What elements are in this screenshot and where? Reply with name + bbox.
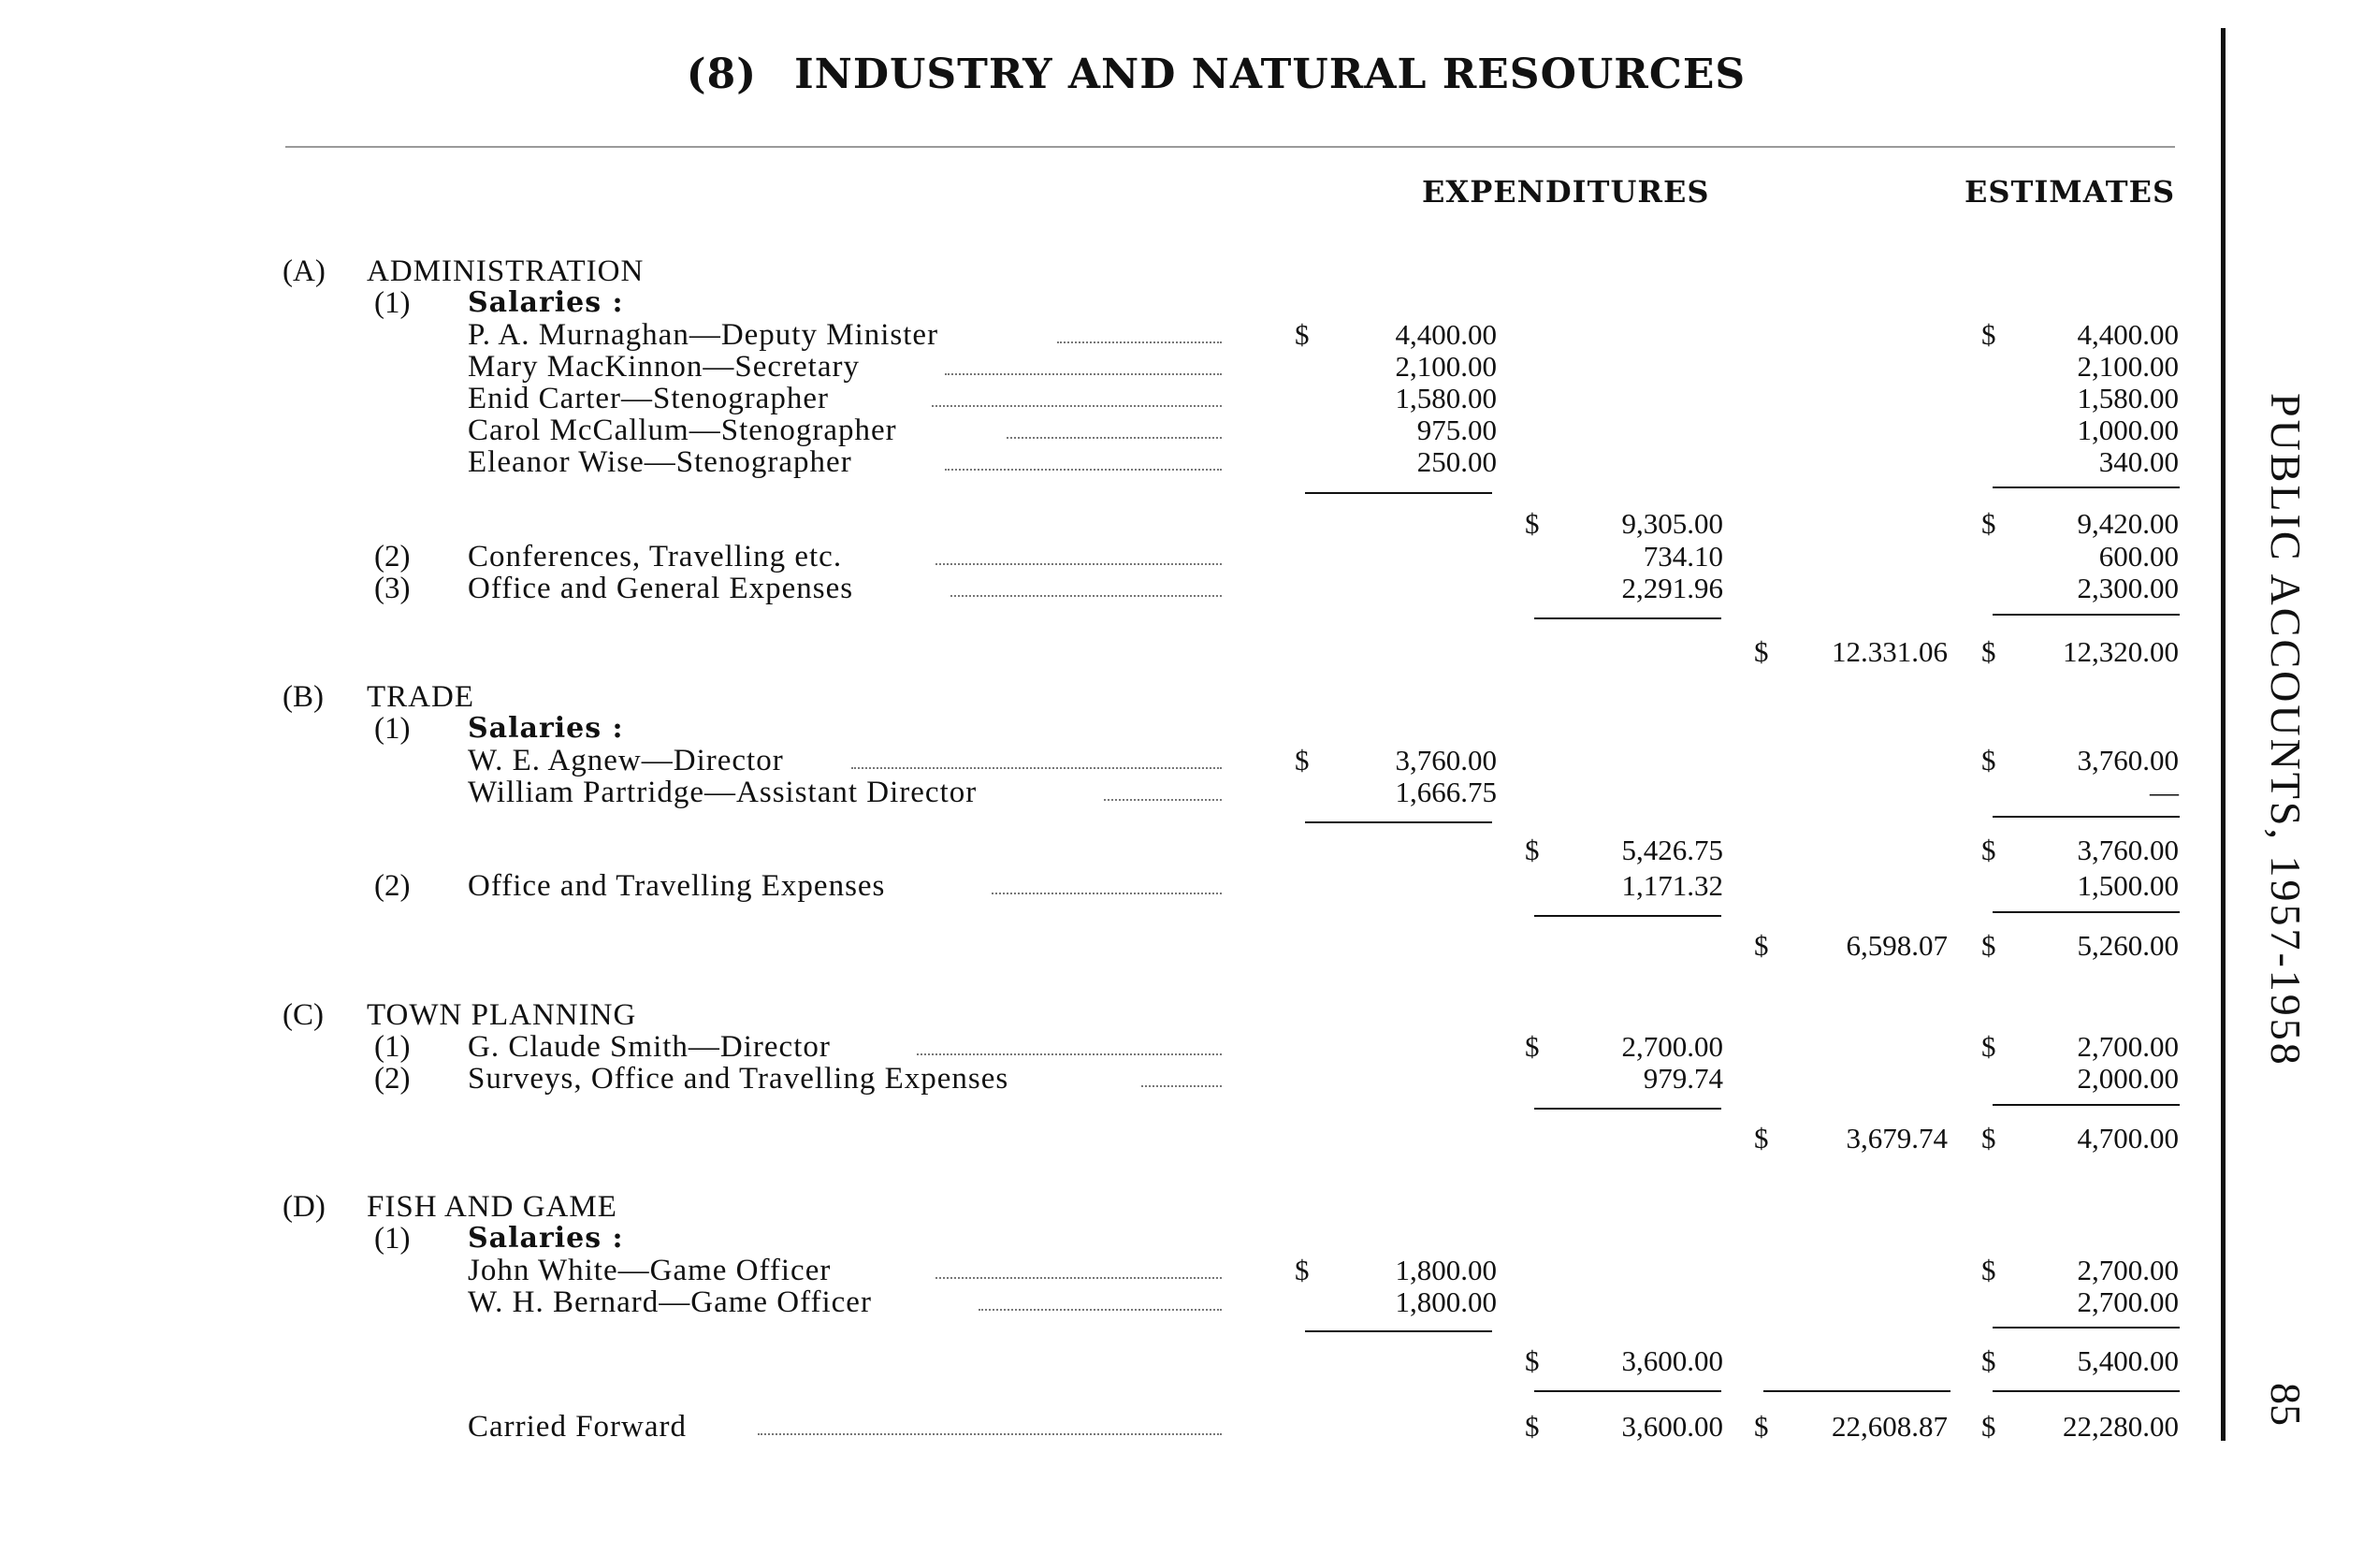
expenditure-amount: 1,800.00 [1395,1254,1497,1286]
salary-row [0,777,2378,808]
employee-name: Mary MacKinnon—Secretary [468,350,860,384]
currency-sign: $ [1981,1030,1996,1063]
item-number: (1) [374,712,411,746]
section-title: TOWN PLANNING [367,998,637,1032]
subheading-row [0,287,2378,319]
employee-name: P. A. Murnaghan—Deputy Minister [468,318,939,352]
column-header-expenditures: EXPENDITURES [1422,174,1710,210]
expenditure-amount: 1,580.00 [1395,382,1497,414]
item-label: Office and General Expenses [468,572,854,605]
currency-sign: $ [1295,318,1310,351]
subtotal-expenditure: 5,426.75 [1621,834,1723,866]
expenditure-amount: 979.74 [1643,1062,1723,1095]
estimate-amount: 4,400.00 [2077,318,2179,351]
total-rule [1993,614,2180,616]
employee-name: John White—Game Officer [468,1254,832,1287]
leader-dots [1057,334,1222,343]
item-label: Surveys, Office and Travelling Expenses [468,1062,1009,1096]
subtotal-expenditure: 9,305.00 [1621,507,1723,540]
subtotal-rule [1993,816,2180,818]
expenditure-amount: 734.10 [1643,540,1723,573]
section-letter: (D) [283,1190,326,1224]
subtotal-rule [1305,821,1492,823]
leader-dots [992,885,1222,894]
section-total-expenditure: 3,679.74 [1846,1122,1948,1154]
expenditure-amount: 2,100.00 [1395,350,1497,383]
salary-row [0,383,2378,414]
section-total-expenditure: 12.331.06 [1832,635,1948,668]
leader-dots [1007,429,1222,439]
estimate-amount: 1,580.00 [2077,382,2179,414]
employee-name: Eleanor Wise—Stenographer [468,445,852,479]
leader-dots [758,1426,1222,1435]
item-number: (2) [374,540,411,573]
expenditure-amount: 975.00 [1416,414,1497,446]
employee-name: W. E. Agnew—Director [468,744,784,777]
subtotal-rule [1305,1330,1492,1332]
estimate-amount: — [2150,776,2179,808]
section-total-estimate: 12,320.00 [2063,635,2179,668]
currency-sign: $ [1754,635,1769,668]
item-row [0,1031,2378,1063]
total-rule [1534,915,1721,917]
leader-dots [1141,1078,1222,1087]
currency-sign: $ [1981,929,1996,962]
section-letter: (C) [283,998,324,1032]
expenditure-amount: 4,400.00 [1395,318,1497,351]
currency-sign: $ [1525,1030,1540,1063]
carried-forward-expenditure: 22,608.87 [1832,1410,1948,1443]
subtotal-estimate: 9,420.00 [2077,507,2179,540]
salary-row [0,446,2378,478]
total-rule [1534,617,1721,619]
section-total-estimate: 5,260.00 [2077,929,2179,962]
currency-sign: $ [1754,929,1769,962]
currency-sign: $ [1981,1254,1996,1286]
leader-dots [935,556,1222,565]
section-heading-row [0,1191,2378,1223]
subheading-row [0,1223,2378,1255]
estimate-amount: 2,300.00 [2077,572,2179,604]
currency-sign: $ [1981,744,1996,777]
carried-forward-subtotal: 3,600.00 [1621,1410,1723,1443]
currency-sign: $ [1525,1410,1540,1443]
leader-dots [851,760,1222,769]
expenditure-amount: 2,700.00 [1621,1030,1723,1063]
expenditure-amount: 2,291.96 [1621,572,1723,604]
total-rule [1993,911,2180,913]
estimate-amount: 2,700.00 [2077,1254,2179,1286]
running-title: PUBLIC ACCOUNTS, 1957-1958 [2262,393,2310,1067]
section-total-expenditure: 6,598.07 [1846,929,1948,962]
subtotal-expenditure: 3,600.00 [1621,1344,1723,1377]
subtotal-row [0,1345,2378,1377]
currency-sign: $ [1525,507,1540,540]
item-number: (2) [374,869,411,903]
total-rule [1763,1390,1950,1392]
section-heading-row [0,255,2378,287]
item-number: (2) [374,1062,411,1096]
section-heading-row [0,681,2378,713]
estimate-amount: 340.00 [2098,445,2179,478]
subheading-row [0,713,2378,745]
currency-sign: $ [1754,1410,1769,1443]
salary-row [0,1286,2378,1318]
page-number: 85 [2262,1383,2310,1426]
subtotal-rule [1993,486,2180,488]
salary-row [0,1255,2378,1286]
section-heading-row [0,999,2378,1031]
subheading-label: Salaries : [468,712,624,745]
section-total-estimate: 4,700.00 [2077,1122,2179,1154]
carried-forward-row [0,1411,2378,1443]
employee-name: Enid Carter—Stenographer [468,382,829,415]
currency-sign: $ [1525,834,1540,866]
leader-dots [1104,791,1222,801]
section-title: TRADE [367,680,474,714]
employee-name: Carol McCallum—Stenographer [468,414,897,447]
expenditure-amount: 1,666.75 [1395,776,1497,808]
carried-forward-estimate: 22,280.00 [2063,1410,2179,1443]
currency-sign: $ [1295,1254,1310,1286]
expenditure-amount: 1,800.00 [1395,1285,1497,1318]
item-row [0,870,2378,902]
estimate-amount: 1,500.00 [2077,869,2179,902]
estimate-amount: 3,760.00 [2077,744,2179,777]
leader-dots [945,366,1222,375]
estimate-amount: 1,000.00 [2077,414,2179,446]
item-number: (1) [374,1222,411,1256]
section-total-row [0,636,2378,668]
item-label: G. Claude Smith—Director [468,1030,831,1064]
expenditure-amount: 250.00 [1416,445,1497,478]
salary-row [0,745,2378,777]
subtotal-rule [1993,1327,2180,1328]
column-header-estimates: ESTIMATES [1965,174,2176,210]
leader-dots [979,1301,1222,1311]
subtotal-estimate: 5,400.00 [2077,1344,2179,1377]
total-rule [1993,1390,2180,1392]
item-number: (1) [374,1030,411,1064]
section-total-row [0,1123,2378,1154]
subheading-label: Salaries : [468,286,624,319]
page-title [0,51,2378,98]
salary-row [0,319,2378,351]
section-number: (8) [686,51,758,98]
item-number: (1) [374,286,411,320]
salary-row [0,351,2378,383]
expenditure-amount: 1,171.32 [1621,869,1723,902]
estimate-amount: 2,700.00 [2077,1285,2179,1318]
subtotal-row [0,508,2378,540]
subtotal-rule [1305,492,1492,494]
subtotal-estimate: 3,760.00 [2077,834,2179,866]
currency-sign: $ [1295,744,1310,777]
currency-sign: $ [1981,507,1996,540]
subtotal-row [0,835,2378,866]
expenditure-amount: 3,760.00 [1395,744,1497,777]
carried-forward-label: Carried Forward [468,1410,688,1444]
currency-sign: $ [1754,1122,1769,1154]
estimate-amount: 2,100.00 [2077,350,2179,383]
subheading-label: Salaries : [468,1222,624,1255]
total-rule [1993,1104,2180,1106]
top-rule [285,146,2175,148]
item-number: (3) [374,572,411,605]
leader-dots [917,1046,1222,1055]
currency-sign: $ [1525,1344,1540,1377]
currency-sign: $ [1981,1122,1996,1154]
total-rule [1534,1108,1721,1110]
section-letter: (A) [283,254,326,288]
section-title: INDUSTRY AND NATURAL RESOURCES [794,51,1747,98]
leader-dots [932,398,1222,407]
section-total-row [0,930,2378,962]
leader-dots [945,461,1222,471]
item-label: Office and Travelling Expenses [468,869,886,903]
currency-sign: $ [1981,635,1996,668]
estimate-amount: 2,000.00 [2077,1062,2179,1095]
section-title: FISH AND GAME [367,1190,617,1224]
currency-sign: $ [1981,318,1996,351]
section-title: ADMINISTRATION [367,254,645,288]
currency-sign: $ [1981,834,1996,866]
estimate-amount: 2,700.00 [2077,1030,2179,1063]
section-letter: (B) [283,680,324,714]
salary-row [0,414,2378,446]
item-row [0,541,2378,573]
leader-dots [950,588,1222,597]
item-row [0,573,2378,604]
estimate-amount: 600.00 [2098,540,2179,573]
item-label: Conferences, Travelling etc. [468,540,843,573]
item-row [0,1063,2378,1095]
employee-name: W. H. Bernard—Game Officer [468,1285,872,1319]
leader-dots [935,1270,1222,1279]
currency-sign: $ [1981,1410,1996,1443]
total-rule [1534,1390,1721,1392]
currency-sign: $ [1981,1344,1996,1377]
employee-name: William Partridge—Assistant Director [468,776,978,809]
